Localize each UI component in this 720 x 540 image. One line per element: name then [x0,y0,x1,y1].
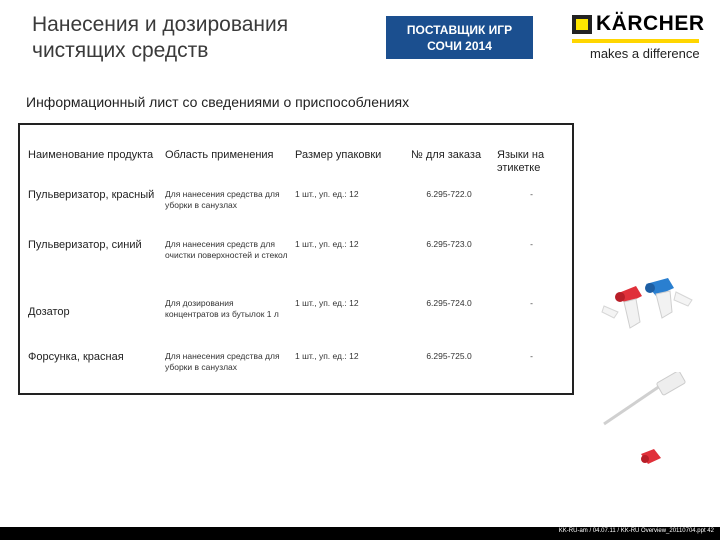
blue-spray-trigger-icon [645,278,692,318]
header-product-name: Наименование продукта [28,149,154,161]
product-pack-size: 1 шт., уп. ед.: 12 [295,189,359,199]
product-name: Форсунка, красная [28,351,124,363]
product-label-languages: - [530,298,533,308]
product-pack-size: 1 шт., уп. ед.: 12 [295,239,359,249]
header-pack-size: Размер упаковки [295,149,382,161]
logo-stripe [572,39,699,43]
logo-slogan: makes a difference [590,46,700,61]
product-order-number: 6.295-724.0 [426,298,472,308]
sponsor-line-1: ПОСТАВЩИК ИГР [406,22,513,37]
sponsor-line-2: СОЧИ 2014 [427,38,492,53]
table-row [19,293,573,348]
title-line-1: Нанесения и дозирования [32,13,289,36]
karcher-logo [572,12,705,64]
product-name: Дозатор [28,306,70,318]
table-row [19,348,573,394]
sheet-subtitle: Информационный лист со сведениями о приспособлениях [26,94,410,110]
product-order-number: 6.295-722.0 [426,189,472,199]
table-header-row [19,124,573,175]
logo-mark-icon [572,15,592,34]
dispenser-image [598,372,690,432]
dispenser-head-icon [656,372,686,396]
red-spray-trigger-icon [602,286,642,328]
header-order-number: № для заказа [411,149,482,161]
product-order-number: 6.295-725.0 [426,351,472,361]
header-label-languages: Языки на этикетке [497,149,545,174]
table-row [19,175,573,225]
product-order-number: 6.295-723.0 [426,239,472,249]
accessories-table [18,123,574,395]
product-name: Пульверизатор, синий [28,239,142,251]
product-application: Для дозирования концентратов из бутылок 1 л [165,298,279,319]
table-row [19,225,573,293]
page-title [32,12,372,64]
product-pack-size: 1 шт., уп. ед.: 12 [295,351,359,361]
dispenser-tube-icon [604,386,660,424]
product-label-languages: - [530,351,533,361]
footer-bar [0,527,720,540]
product-application: Для нанесения средств для очистки поверхностей и стекол [165,239,288,260]
header-application: Область применения [165,149,274,161]
title-line-2: чистящих средств [32,39,209,62]
sponsor-badge [386,16,533,59]
red-nozzle-image [638,446,664,468]
product-name: Пульверизатор, красный [28,189,155,201]
product-pack-size: 1 шт., уп. ед.: 12 [295,298,359,308]
product-label-languages: - [530,189,533,199]
spray-triggers-image [596,272,706,354]
product-application: Для нанесения средства для уборки в санузлах [165,189,280,210]
footer-text: KK-RU-am / 04.07.11 / KK-RU Overview_20110704.ppt 42 [558,528,714,534]
product-application: Для нанесения средства для уборки в санузлах [165,351,280,372]
product-label-languages: - [530,239,533,249]
logo-wordmark: KÄRCHER [596,12,705,35]
